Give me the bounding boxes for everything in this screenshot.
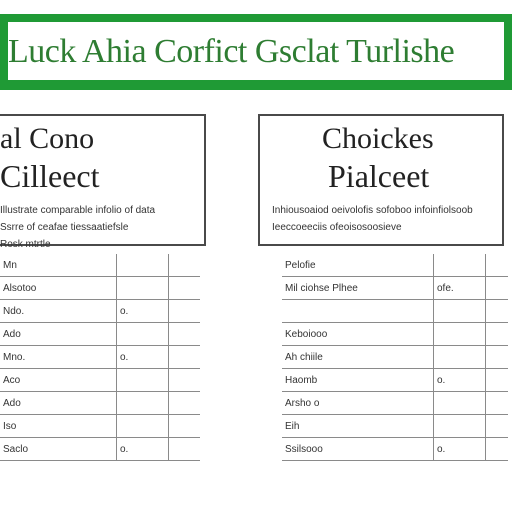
table-cell: Eih	[282, 415, 434, 438]
title-banner	[0, 14, 512, 90]
table-cell: o.	[117, 438, 169, 461]
table-cell	[434, 323, 486, 346]
description-line: Ieeccoeeciis ofeoisosoosieve	[272, 222, 402, 233]
table-row	[0, 415, 200, 438]
table-row	[282, 369, 508, 392]
table-cell	[434, 346, 486, 369]
table-cell: Ado	[0, 323, 117, 346]
right-comparison-panel	[258, 114, 512, 494]
table-cell	[486, 369, 509, 392]
table-cell	[434, 415, 486, 438]
table-cell: Ah chiile	[282, 346, 434, 369]
table-cell	[486, 323, 509, 346]
table-cell	[169, 392, 201, 415]
table-cell: o.	[434, 369, 486, 392]
description-line: Ssrre of ceafae tiessaatiefsle	[0, 222, 129, 233]
table-cell	[117, 277, 169, 300]
table-cell	[117, 392, 169, 415]
left-panel-title-line2: Cilleect	[0, 158, 100, 194]
table-cell	[117, 254, 169, 277]
left-panel-title-line1: al Cono	[0, 122, 95, 155]
table-cell	[117, 323, 169, 346]
left-panel-description	[0, 202, 220, 253]
table-cell: Ado	[0, 392, 117, 415]
table-cell: Arsho o	[282, 392, 434, 415]
table-row	[0, 369, 200, 392]
table-cell: Pelofie	[282, 254, 434, 277]
table-cell: o.	[117, 300, 169, 323]
table-cell	[117, 369, 169, 392]
table-row	[0, 438, 200, 461]
table-row	[282, 392, 508, 415]
table-cell: Mn	[0, 254, 117, 277]
table-cell: Keboiooo	[282, 323, 434, 346]
table-cell	[486, 254, 509, 277]
left-panel-header	[0, 114, 206, 250]
description-line: Rosk mtrtle	[0, 239, 51, 250]
table-cell	[486, 415, 509, 438]
right-panel-description	[272, 202, 506, 236]
table-cell: Iso	[0, 415, 117, 438]
description-line: Inhiousoaiod oeivolofis sofoboo infoinfiolsoob	[272, 205, 473, 216]
table-cell	[169, 254, 201, 277]
table-row	[0, 300, 200, 323]
table-row	[282, 438, 508, 461]
table-cell	[169, 369, 201, 392]
table-cell	[169, 346, 201, 369]
table-row	[282, 254, 508, 277]
table-cell: o.	[117, 346, 169, 369]
table-cell	[486, 277, 509, 300]
table-cell	[282, 300, 434, 323]
table-row	[282, 277, 508, 300]
table-cell	[169, 415, 201, 438]
right-comparison-table	[282, 254, 508, 461]
title-banner-inner	[8, 22, 504, 80]
table-row	[282, 346, 508, 369]
table-cell	[169, 323, 201, 346]
table-cell: Aco	[0, 369, 117, 392]
table-row	[0, 323, 200, 346]
right-panel-header	[258, 114, 504, 246]
right-panel-title-line2: Pialceet	[328, 158, 430, 194]
table-cell: Mno.	[0, 346, 117, 369]
table-cell	[434, 300, 486, 323]
table-cell	[486, 346, 509, 369]
table-cell	[169, 300, 201, 323]
table-row	[0, 277, 200, 300]
table-cell: o.	[434, 438, 486, 461]
table-row	[0, 392, 200, 415]
description-line: Illustrate comparable infolio of data	[0, 205, 156, 216]
table-cell	[169, 438, 201, 461]
table-cell	[486, 438, 509, 461]
left-comparison-table	[0, 254, 200, 461]
table-cell	[486, 392, 509, 415]
page-title: Luck Ahia Corfict Gsclat Turlishe	[8, 33, 455, 70]
right-panel-title-line1: Choickes	[322, 122, 434, 155]
table-cell: Mil ciohse Plhee	[282, 277, 434, 300]
table-cell	[117, 415, 169, 438]
table-cell: Saclo	[0, 438, 117, 461]
table-row	[282, 415, 508, 438]
table-row	[0, 346, 200, 369]
table-cell	[434, 254, 486, 277]
table-row	[282, 323, 508, 346]
table-row	[0, 254, 200, 277]
table-cell: Ndo.	[0, 300, 117, 323]
table-cell: Alsotoo	[0, 277, 117, 300]
table-cell: Ssilsooo	[282, 438, 434, 461]
table-cell: Haomb	[282, 369, 434, 392]
table-cell	[169, 277, 201, 300]
table-row	[282, 300, 508, 323]
table-cell	[486, 300, 509, 323]
table-cell: ofe.	[434, 277, 486, 300]
left-comparison-panel	[0, 114, 245, 494]
table-cell	[434, 392, 486, 415]
